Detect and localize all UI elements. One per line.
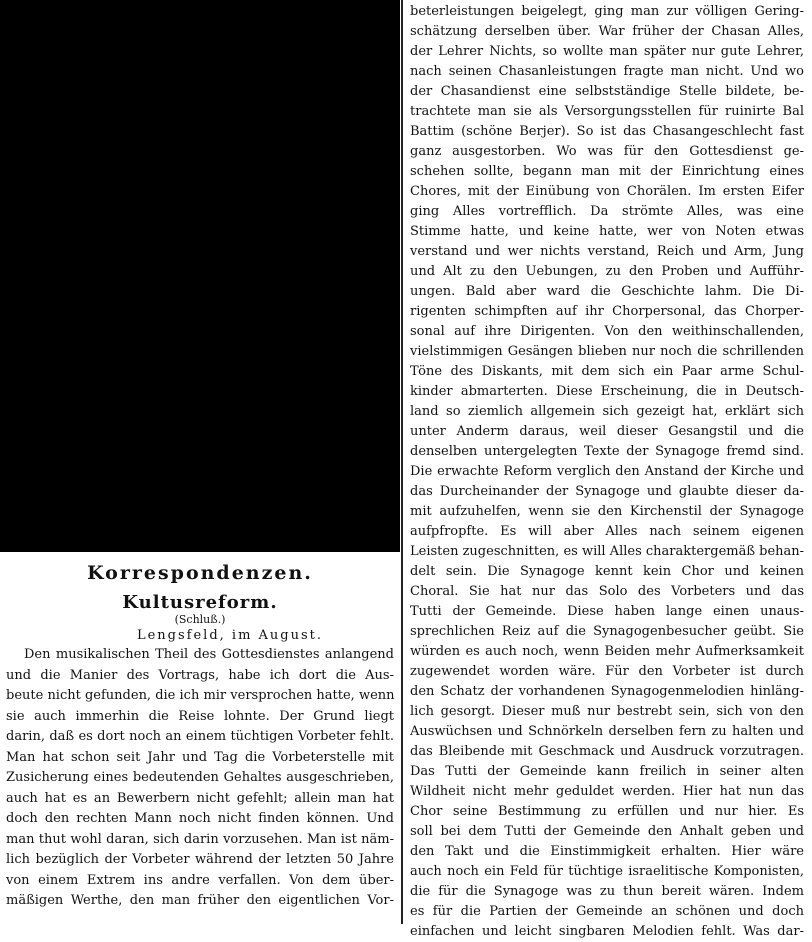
text-line: lich bezüglich der Vorbeter während der letzten 50 Jahre <box>6 852 394 867</box>
text-line: trachtete man sie als Versorgungsstellen für ruinirte Bal <box>410 104 804 119</box>
text-line: zugewendet worden wäre. Für den Vorbeter ist durch <box>410 664 804 679</box>
text-line: verstand und wer nichts verstand, Reich und Arm, Jung <box>410 244 804 259</box>
text-line: kinder abmarterten. Diese Erscheinung, die in Deutsch- <box>410 384 804 399</box>
article-note: (Schluß.) <box>174 613 226 626</box>
text-line: aufpfropfte. Es will aber Alles nach seinem eigenen <box>410 524 804 539</box>
text-line: Leisten zugeschnitten, es will Alles charaktergemäß behan- <box>410 544 805 559</box>
redacted-image-area <box>0 0 400 552</box>
text-line: schätzung derselben über. War früher der Chasan Alles, <box>410 24 804 39</box>
text-line: Choral. Sie hat nur das Solo des Vorbeters und das <box>410 584 804 599</box>
text-line: und die Manier des Vortrags, habe ich dort die Aus- <box>6 667 394 683</box>
text-line: sie auch immerhin die Reise lohnte. Der Grund liegt <box>6 708 394 724</box>
article-title: Kultusreform. <box>122 592 278 613</box>
text-line: Battim (schöne Berjer). So ist das Chasangeschlecht fast <box>410 124 804 139</box>
text-line: beterleistungen beigelegt, ging man zur völligen Gering- <box>410 4 804 19</box>
text-line: Töne des Diskants, mit dem sich ein Paar arme Schul- <box>410 364 804 379</box>
text-line: denselben untergelegten Texte der Synagoge fremd sind. <box>410 444 804 459</box>
text-line: das Bleibende mit Geschmack und Ausdruck vorzutragen. <box>410 744 804 759</box>
text-line: den Schatz der vorhandenen Synagogenmelodien hinläng- <box>410 684 804 699</box>
text-line: den Takt und die Einstimmigkeit erhalten. Hier wäre <box>410 844 804 859</box>
text-line: Auswüchsen und Schnörkeln derselben fern zu halten und <box>410 724 804 739</box>
text-line: rigenten schimpften auf ihr Chorpersonal, das Chorper- <box>410 304 804 319</box>
text-line: sprechlichen Reiz auf die Synagogenbesucher geübt. Sie <box>410 624 804 639</box>
text-line: mit aufzuhelfen, wenn sie den Kirchenstil der Synagoge <box>410 504 804 519</box>
text-line: Chor seine Bestimmung zu erfüllen und nur hier. Es <box>410 804 804 819</box>
section-title: Korrespondenzen. <box>87 562 313 584</box>
text-line: lich gesorgt. Dieser muß nur bestrebt sein, sich von den <box>410 704 804 719</box>
text-line: soll bei dem Tutti der Gemeinde den Anhalt geben und <box>410 824 804 839</box>
text-line: mäßigen Werthe, den man früher den eigentlichen Vor- <box>6 893 394 908</box>
text-line: auch noch ein Feld für tüchtige israelitische Komponisten, <box>410 864 804 879</box>
text-line: von einem Extrem ins andre verfallen. Von dem über- <box>6 872 394 888</box>
text-line: vielstimmigen Gesängen blieben nur noch die schrillenden <box>410 344 804 359</box>
left-body-text <box>6 645 394 912</box>
dateline: Lengsfeld, im August. <box>136 628 324 643</box>
text-line: Tutti der Gemeinde. Diese haben lange einen unaus- <box>410 604 804 619</box>
left-column <box>6 556 394 922</box>
text-line: darin, daß es dort noch an einem tüchtigen Vorbeter fehlt. <box>6 729 394 744</box>
text-line: der Lehrer Nichts, so wollte man später nur gute Lehrer, <box>410 44 804 59</box>
text-line: Stimme hatte, und keine hatte, wer von Noten etwas <box>410 224 804 239</box>
text-line: Zusicherung eines bedeutenden Gehaltes ausgeschrieben, <box>6 770 394 785</box>
text-line: Wildheit nicht mehr geduldet werden. Hier hat nun das <box>410 784 804 799</box>
text-line: einfachen und leicht singbaren Melodien fehlt. Was dar- <box>410 924 804 939</box>
text-line: land so ziemlich allgemein sich gezeigt hat, erklärt sich <box>410 404 804 419</box>
text-line: ging Alles vortrefflich. Da strömte Alles, was eine <box>410 204 804 219</box>
text-line: und Alt zu den Uebungen, zu den Proben und Aufführ- <box>410 264 804 279</box>
text-line: schehen sollte, begann man mit der Einrichtung eines <box>410 164 804 179</box>
text-line: ungen. Bald aber ward die Geschichte lahm. Die Di- <box>410 284 804 299</box>
text-line: nach seinen Chasanleistungen fragte man nicht. Und wo <box>410 64 804 79</box>
text-line: Man hat schon seit Jahr und Tag die Vorbeterstelle mit <box>6 749 394 765</box>
text-line: der Chasandienst eine selbstständige Stelle bildete, be- <box>410 84 804 99</box>
text-line: es für die Partien der Gemeinde an schönen und doch <box>410 904 804 919</box>
text-line: doch den rechten Mann noch nicht finden können. Und <box>6 811 394 826</box>
text-line: ganz ausgestorben. Wo was für den Gottesdienst ge- <box>410 144 804 159</box>
text-line: Chores, mit der Einübung von Chorälen. Im ersten Eifer <box>410 184 804 199</box>
text-line: unter Anderm daraus, weil dieser Gesangstil und die <box>410 424 804 439</box>
text-line: die für die Synagoge was zu thun bereit wären. Indem <box>410 884 804 899</box>
text-line: Das Tutti der Gemeinde kann freilich in seiner alten <box>410 764 804 779</box>
text-line: Die erwachte Reform verglich den Anstand der Kirche und <box>410 464 804 479</box>
text-line: würden es auch noch, wenn Beiden mehr Aufmerksamkeit <box>410 644 804 659</box>
text-line: beute nicht gefunden, die ich mir versprochen hatte, wenn <box>6 688 395 703</box>
right-column <box>410 2 805 939</box>
text-line: man thut wohl daran, sich darin vorzusehen. Man ist näm- <box>6 831 394 847</box>
text-line: das Durcheinander der Synagoge und glaubte dieser da- <box>410 484 804 499</box>
text-line: sonal auf ihre Dirigenten. Von den weithinschallenden, <box>410 324 804 339</box>
text-line: Den musikalischen Theil des Gottesdienstes anlangend <box>24 647 394 662</box>
column-divider <box>401 0 403 924</box>
text-line: delt sein. Die Synagoge kennt kein Chor und keinen <box>410 564 804 579</box>
text-line: auch hat es an Bewerbern nicht gefehlt; allein man hat <box>6 790 394 806</box>
